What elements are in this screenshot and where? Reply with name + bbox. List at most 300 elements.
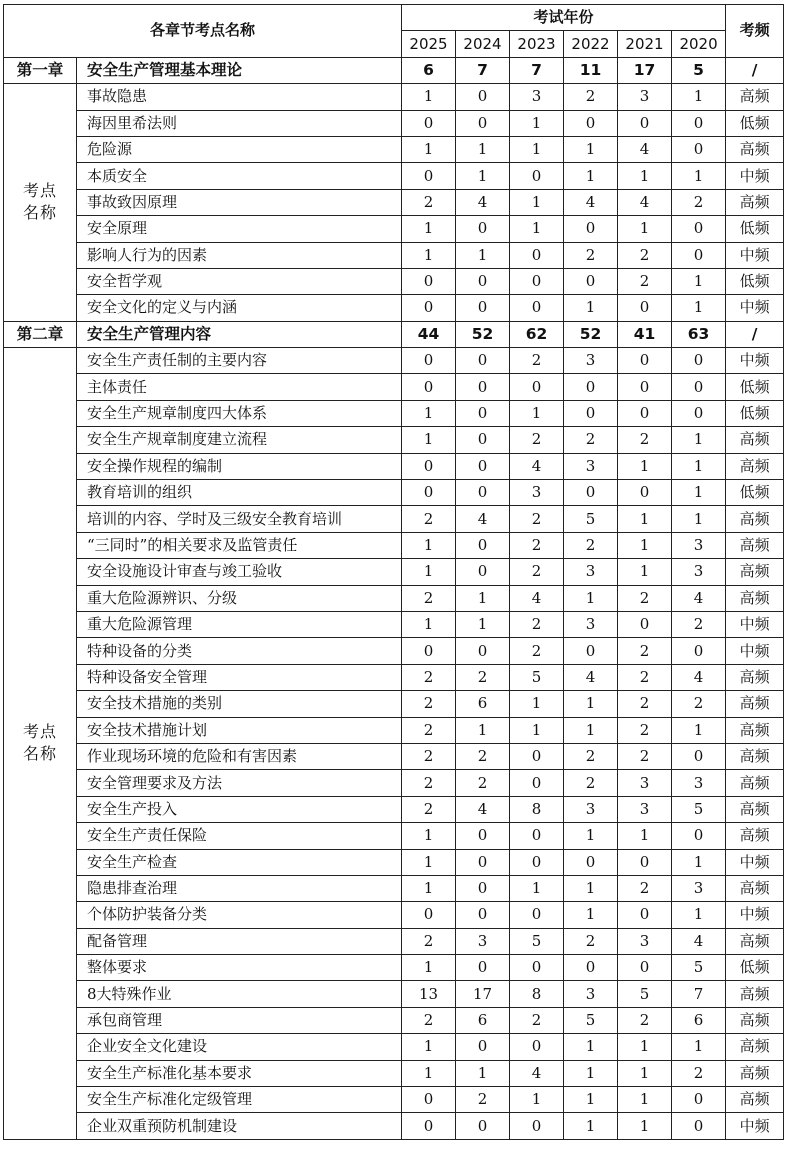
year-header-2023: 2023 — [510, 31, 564, 57]
topic-count-cell: 0 — [402, 480, 456, 506]
topic-count-cell: 0 — [456, 216, 510, 242]
topic-count-cell: 1 — [402, 611, 456, 637]
topic-count-cell: 5 — [618, 981, 672, 1007]
chapter-total-cell: 5 — [672, 57, 726, 83]
topic-frequency: 低频 — [726, 955, 784, 981]
topic-count-cell: 4 — [672, 585, 726, 611]
topic-count-cell: 2 — [510, 638, 564, 664]
topic-count-cell: 0 — [564, 374, 618, 400]
topic-count-cell: 1 — [618, 216, 672, 242]
topic-count-cell: 8 — [510, 796, 564, 822]
topic-frequency: 低频 — [726, 110, 784, 136]
topic-count-cell: 0 — [510, 1034, 564, 1060]
topic-count-cell: 2 — [402, 585, 456, 611]
topic-count-cell: 4 — [564, 664, 618, 690]
topic-count-cell: 0 — [456, 268, 510, 294]
chapter-label: 第一章 — [4, 57, 77, 83]
topic-name: 配备管理 — [77, 928, 402, 954]
topic-name: 安全文化的定义与内涵 — [77, 295, 402, 321]
topic-frequency: 高频 — [726, 796, 784, 822]
topic-row — [4, 823, 784, 849]
topic-count-cell: 3 — [618, 928, 672, 954]
topic-count-cell: 2 — [402, 743, 456, 769]
topic-frequency: 高频 — [726, 981, 784, 1007]
topic-count-cell: 1 — [672, 453, 726, 479]
topic-count-cell: 2 — [672, 189, 726, 215]
topic-count-cell: 1 — [456, 1060, 510, 1086]
topic-count-cell: 0 — [456, 84, 510, 110]
topic-count-cell: 0 — [456, 110, 510, 136]
topic-row — [4, 295, 784, 321]
topic-frequency: 高频 — [726, 1034, 784, 1060]
topic-count-cell: 7 — [672, 981, 726, 1007]
topic-count-cell: 1 — [402, 823, 456, 849]
topic-count-cell: 3 — [672, 875, 726, 901]
topic-count-cell: 1 — [510, 717, 564, 743]
topic-count-cell: 1 — [564, 295, 618, 321]
chapter-total-cell: 17 — [618, 57, 672, 83]
exam-years-header: 考试年份 — [402, 5, 726, 31]
topic-count-cell: 1 — [456, 242, 510, 268]
topic-count-cell: 0 — [672, 823, 726, 849]
topic-name: 安全生产规章制度建立流程 — [77, 427, 402, 453]
topic-count-cell: 0 — [672, 743, 726, 769]
topic-count-cell: 1 — [402, 136, 456, 162]
topic-side-label — [4, 348, 77, 1140]
topic-side-label — [4, 84, 77, 322]
topic-count-cell: 4 — [672, 928, 726, 954]
table-header — [4, 5, 784, 58]
topic-count-cell: 1 — [618, 163, 672, 189]
topic-name-header: 各章节考点名称 — [4, 5, 402, 58]
topic-count-cell: 2 — [672, 1060, 726, 1086]
topic-count-cell: 0 — [402, 163, 456, 189]
topic-count-cell: 1 — [672, 1034, 726, 1060]
topic-frequency: 中频 — [726, 348, 784, 374]
topic-count-cell: 4 — [618, 189, 672, 215]
topic-frequency: 高频 — [726, 532, 784, 558]
topic-count-cell: 2 — [618, 242, 672, 268]
topic-frequency: 高频 — [726, 691, 784, 717]
topic-count-cell: 0 — [402, 295, 456, 321]
topic-frequency: 低频 — [726, 216, 784, 242]
topic-count-cell: 0 — [510, 268, 564, 294]
topic-count-cell: 0 — [510, 955, 564, 981]
topic-frequency: 高频 — [726, 717, 784, 743]
topic-count-cell: 2 — [564, 770, 618, 796]
topic-count-cell: 3 — [510, 480, 564, 506]
topic-count-cell: 3 — [564, 348, 618, 374]
topic-count-cell: 1 — [672, 427, 726, 453]
topic-count-cell: 0 — [564, 480, 618, 506]
year-header-2020: 2020 — [672, 31, 726, 57]
topic-name: 特种设备的分类 — [77, 638, 402, 664]
topic-count-cell: 0 — [672, 638, 726, 664]
topic-count-cell: 0 — [618, 348, 672, 374]
chapter-total-cell: 52 — [456, 321, 510, 347]
topic-count-cell: 2 — [564, 242, 618, 268]
topic-row — [4, 374, 784, 400]
topic-count-cell: 8 — [510, 981, 564, 1007]
topic-row — [4, 638, 784, 664]
topic-count-cell: 0 — [672, 1087, 726, 1113]
topic-frequency: 中频 — [726, 849, 784, 875]
topic-frequency: 高频 — [726, 559, 784, 585]
topic-name: 安全设施设计审查与竣工验收 — [77, 559, 402, 585]
topic-count-cell: 0 — [510, 770, 564, 796]
topic-row — [4, 110, 784, 136]
year-header-2025: 2025 — [402, 31, 456, 57]
chapter-total-cell: 11 — [564, 57, 618, 83]
topic-name: 影响人行为的因素 — [77, 242, 402, 268]
topic-row — [4, 1007, 784, 1033]
topic-count-cell: 0 — [672, 136, 726, 162]
topic-name: 安全生产标准化定级管理 — [77, 1087, 402, 1113]
year-header-2021: 2021 — [618, 31, 672, 57]
topic-name: 隐患排查治理 — [77, 875, 402, 901]
topic-row — [4, 981, 784, 1007]
topic-frequency: 低频 — [726, 400, 784, 426]
topic-name: 教育培训的组织 — [77, 480, 402, 506]
topic-count-cell: 1 — [402, 216, 456, 242]
topic-count-cell: 2 — [402, 928, 456, 954]
topic-count-cell: 1 — [672, 268, 726, 294]
topic-name: “三同时”的相关要求及监管责任 — [77, 532, 402, 558]
topic-count-cell: 2 — [510, 611, 564, 637]
topic-count-cell: 5 — [510, 664, 564, 690]
chapter-total-cell: 7 — [510, 57, 564, 83]
topic-count-cell: 2 — [618, 743, 672, 769]
topic-count-cell: 2 — [402, 717, 456, 743]
topic-name: 承包商管理 — [77, 1007, 402, 1033]
topic-count-cell: 0 — [510, 823, 564, 849]
topic-name: 整体要求 — [77, 955, 402, 981]
topic-count-cell: 1 — [618, 532, 672, 558]
frequency-header: 考频 — [726, 5, 784, 58]
topic-frequency: 低频 — [726, 268, 784, 294]
topic-count-cell: 1 — [510, 136, 564, 162]
topic-count-cell: 0 — [456, 823, 510, 849]
topic-name: 安全生产标准化基本要求 — [77, 1060, 402, 1086]
topic-count-cell: 4 — [510, 585, 564, 611]
topic-count-cell: 1 — [564, 875, 618, 901]
topic-row — [4, 480, 784, 506]
topic-count-cell: 1 — [402, 84, 456, 110]
topic-count-cell: 0 — [510, 374, 564, 400]
topic-count-cell: 0 — [510, 1113, 564, 1139]
topic-count-cell: 1 — [618, 1034, 672, 1060]
topic-count-cell: 1 — [564, 1087, 618, 1113]
topic-count-cell: 5 — [672, 796, 726, 822]
topic-count-cell: 2 — [618, 691, 672, 717]
topic-frequency: 高频 — [726, 664, 784, 690]
topic-count-cell: 0 — [672, 374, 726, 400]
topic-frequency: 高频 — [726, 189, 784, 215]
topic-count-cell: 1 — [510, 400, 564, 426]
topic-frequency: 高频 — [726, 84, 784, 110]
chapter-row — [4, 57, 784, 83]
topic-frequency: 低频 — [726, 374, 784, 400]
topic-count-cell: 3 — [564, 453, 618, 479]
topic-count-cell: 2 — [402, 189, 456, 215]
topic-count-cell: 0 — [510, 242, 564, 268]
topic-count-cell: 2 — [402, 664, 456, 690]
topic-name: 作业现场环境的危险和有害因素 — [77, 743, 402, 769]
topic-count-cell: 1 — [564, 1060, 618, 1086]
topic-count-cell: 0 — [618, 902, 672, 928]
topic-frequency: 高频 — [726, 770, 784, 796]
topic-count-cell: 2 — [402, 1007, 456, 1033]
topic-frequency: 高频 — [726, 453, 784, 479]
topic-count-cell: 1 — [564, 691, 618, 717]
chapter-total-cell: 6 — [402, 57, 456, 83]
topic-count-cell: 1 — [618, 453, 672, 479]
topic-count-cell: 0 — [618, 480, 672, 506]
topic-frequency: 高频 — [726, 427, 784, 453]
topic-frequency: 高频 — [726, 1087, 784, 1113]
topic-row — [4, 400, 784, 426]
topic-count-cell: 0 — [456, 427, 510, 453]
side-label-line2: 名称 — [22, 203, 57, 223]
topic-count-cell: 1 — [618, 1087, 672, 1113]
topic-count-cell: 1 — [672, 506, 726, 532]
topic-name: 培训的内容、学时及三级安全教育培训 — [77, 506, 402, 532]
topic-count-cell: 1 — [564, 1034, 618, 1060]
topic-row — [4, 928, 784, 954]
topic-count-cell: 0 — [618, 110, 672, 136]
topic-row — [4, 743, 784, 769]
topic-row — [4, 216, 784, 242]
year-header-2022: 2022 — [564, 31, 618, 57]
topic-count-cell: 2 — [564, 928, 618, 954]
topic-count-cell: 2 — [456, 1087, 510, 1113]
topic-name: 重大危险源管理 — [77, 611, 402, 637]
topic-count-cell: 1 — [564, 717, 618, 743]
topic-row — [4, 163, 784, 189]
topic-frequency: 中频 — [726, 1113, 784, 1139]
topic-count-cell: 1 — [402, 532, 456, 558]
topic-count-cell: 2 — [672, 691, 726, 717]
topic-row — [4, 770, 784, 796]
topic-frequency: 中频 — [726, 611, 784, 637]
topic-count-cell: 0 — [456, 532, 510, 558]
topic-count-cell: 0 — [564, 955, 618, 981]
table-body — [4, 57, 784, 1139]
topic-count-cell: 0 — [402, 638, 456, 664]
topic-count-cell: 1 — [564, 823, 618, 849]
topic-count-cell: 1 — [672, 717, 726, 743]
topic-count-cell: 1 — [510, 110, 564, 136]
topic-frequency: 高频 — [726, 1060, 784, 1086]
topic-row — [4, 506, 784, 532]
topic-row — [4, 1034, 784, 1060]
topic-count-cell: 1 — [402, 400, 456, 426]
topic-row — [4, 796, 784, 822]
topic-row — [4, 849, 784, 875]
topic-count-cell: 0 — [456, 875, 510, 901]
topic-count-cell: 0 — [402, 348, 456, 374]
topic-count-cell: 1 — [510, 691, 564, 717]
topic-count-cell: 3 — [510, 84, 564, 110]
topic-count-cell: 3 — [456, 928, 510, 954]
topic-row — [4, 532, 784, 558]
topic-count-cell: 3 — [564, 796, 618, 822]
topic-frequency: 中频 — [726, 163, 784, 189]
chapter-total-cell: 44 — [402, 321, 456, 347]
topic-row — [4, 691, 784, 717]
topic-row — [4, 717, 784, 743]
topic-count-cell: 0 — [456, 348, 510, 374]
topic-count-cell: 5 — [510, 928, 564, 954]
topic-count-cell: 13 — [402, 981, 456, 1007]
topic-count-cell: 0 — [564, 400, 618, 426]
topic-count-cell: 17 — [456, 981, 510, 1007]
topic-name: 安全生产检查 — [77, 849, 402, 875]
chapter-total-cell: 52 — [564, 321, 618, 347]
topic-name: 个体防护装备分类 — [77, 902, 402, 928]
topic-count-cell: 1 — [564, 902, 618, 928]
topic-count-cell: 1 — [402, 955, 456, 981]
topic-count-cell: 1 — [564, 585, 618, 611]
topic-count-cell: 4 — [672, 664, 726, 690]
topic-count-cell: 1 — [510, 1087, 564, 1113]
exam-topic-frequency-table — [3, 4, 784, 1140]
chapter-total-cell: 63 — [672, 321, 726, 347]
topic-count-cell: 2 — [618, 638, 672, 664]
topic-count-cell: 1 — [618, 506, 672, 532]
topic-name: 安全生产责任保险 — [77, 823, 402, 849]
topic-count-cell: 1 — [456, 717, 510, 743]
topic-count-cell: 0 — [456, 849, 510, 875]
topic-count-cell: 0 — [456, 453, 510, 479]
topic-count-cell: 6 — [456, 691, 510, 717]
side-label-line1: 考点 — [22, 722, 57, 742]
topic-count-cell: 1 — [402, 1060, 456, 1086]
topic-count-cell: 0 — [564, 268, 618, 294]
topic-count-cell: 3 — [672, 532, 726, 558]
topic-count-cell: 4 — [510, 453, 564, 479]
topic-count-cell: 2 — [402, 796, 456, 822]
topic-count-cell: 1 — [564, 1113, 618, 1139]
topic-count-cell: 0 — [456, 559, 510, 585]
topic-name: 企业双重预防机制建设 — [77, 1113, 402, 1139]
topic-count-cell: 1 — [672, 84, 726, 110]
chapter-label: 第二章 — [4, 321, 77, 347]
topic-count-cell: 2 — [510, 506, 564, 532]
topic-count-cell: 0 — [618, 374, 672, 400]
topic-frequency: 低频 — [726, 480, 784, 506]
topic-count-cell: 0 — [510, 849, 564, 875]
topic-count-cell: 3 — [672, 770, 726, 796]
topic-row — [4, 1087, 784, 1113]
topic-count-cell: 1 — [618, 823, 672, 849]
topic-count-cell: 5 — [564, 506, 618, 532]
topic-count-cell: 0 — [456, 638, 510, 664]
topic-count-cell: 1 — [564, 163, 618, 189]
topic-count-cell: 1 — [672, 295, 726, 321]
topic-count-cell: 2 — [510, 427, 564, 453]
topic-count-cell: 2 — [456, 743, 510, 769]
topic-count-cell: 2 — [456, 664, 510, 690]
topic-name: 安全管理要求及方法 — [77, 770, 402, 796]
topic-count-cell: 2 — [564, 427, 618, 453]
topic-count-cell: 2 — [618, 585, 672, 611]
topic-count-cell: 6 — [672, 1007, 726, 1033]
topic-count-cell: 4 — [510, 1060, 564, 1086]
topic-frequency: 高频 — [726, 743, 784, 769]
topic-count-cell: 0 — [402, 902, 456, 928]
topic-count-cell: 0 — [456, 955, 510, 981]
topic-name: 8大特殊作业 — [77, 981, 402, 1007]
topic-frequency: 中频 — [726, 295, 784, 321]
topic-count-cell: 0 — [564, 849, 618, 875]
topic-count-cell: 1 — [618, 1113, 672, 1139]
topic-count-cell: 1 — [510, 875, 564, 901]
topic-count-cell: 2 — [510, 1007, 564, 1033]
topic-name: 安全技术措施的类别 — [77, 691, 402, 717]
topic-count-cell: 2 — [564, 84, 618, 110]
topic-count-cell: 6 — [456, 1007, 510, 1033]
topic-count-cell: 0 — [618, 295, 672, 321]
topic-count-cell: 0 — [672, 110, 726, 136]
topic-count-cell: 2 — [402, 770, 456, 796]
topic-count-cell: 2 — [510, 559, 564, 585]
topic-count-cell: 0 — [456, 295, 510, 321]
topic-name: 安全操作规程的编制 — [77, 453, 402, 479]
topic-count-cell: 2 — [564, 743, 618, 769]
topic-name: 企业安全文化建设 — [77, 1034, 402, 1060]
topic-frequency: 高频 — [726, 823, 784, 849]
chapter-name: 安全生产管理基本理论 — [77, 57, 402, 83]
topic-count-cell: 2 — [402, 506, 456, 532]
topic-count-cell: 0 — [510, 902, 564, 928]
topic-name: 本质安全 — [77, 163, 402, 189]
topic-count-cell: 1 — [456, 136, 510, 162]
topic-row — [4, 902, 784, 928]
topic-row — [4, 1113, 784, 1139]
topic-row — [4, 136, 784, 162]
topic-count-cell: 1 — [402, 875, 456, 901]
topic-name: 安全生产责任制的主要内容 — [77, 348, 402, 374]
topic-count-cell: 0 — [402, 110, 456, 136]
chapter-row — [4, 321, 784, 347]
topic-row — [4, 453, 784, 479]
chapter-total-cell: 62 — [510, 321, 564, 347]
topic-count-cell: 1 — [618, 1060, 672, 1086]
topic-count-cell: 4 — [456, 189, 510, 215]
topic-count-cell: 3 — [564, 559, 618, 585]
topic-count-cell: 0 — [456, 480, 510, 506]
topic-count-cell: 0 — [402, 1087, 456, 1113]
topic-count-cell: 0 — [456, 1113, 510, 1139]
topic-count-cell: 0 — [456, 374, 510, 400]
side-label-line1: 考点 — [22, 181, 57, 201]
topic-count-cell: 1 — [402, 427, 456, 453]
topic-count-cell: 0 — [402, 268, 456, 294]
topic-count-cell: 0 — [510, 295, 564, 321]
topic-count-cell: 0 — [564, 110, 618, 136]
topic-name: 事故隐患 — [77, 84, 402, 110]
topic-count-cell: 2 — [564, 532, 618, 558]
topic-row — [4, 189, 784, 215]
topic-count-cell: 1 — [402, 1034, 456, 1060]
chapter-frequency: / — [726, 321, 784, 347]
topic-name: 安全哲学观 — [77, 268, 402, 294]
topic-count-cell: 1 — [564, 136, 618, 162]
topic-count-cell: 1 — [672, 480, 726, 506]
topic-count-cell: 0 — [618, 611, 672, 637]
topic-count-cell: 3 — [564, 611, 618, 637]
